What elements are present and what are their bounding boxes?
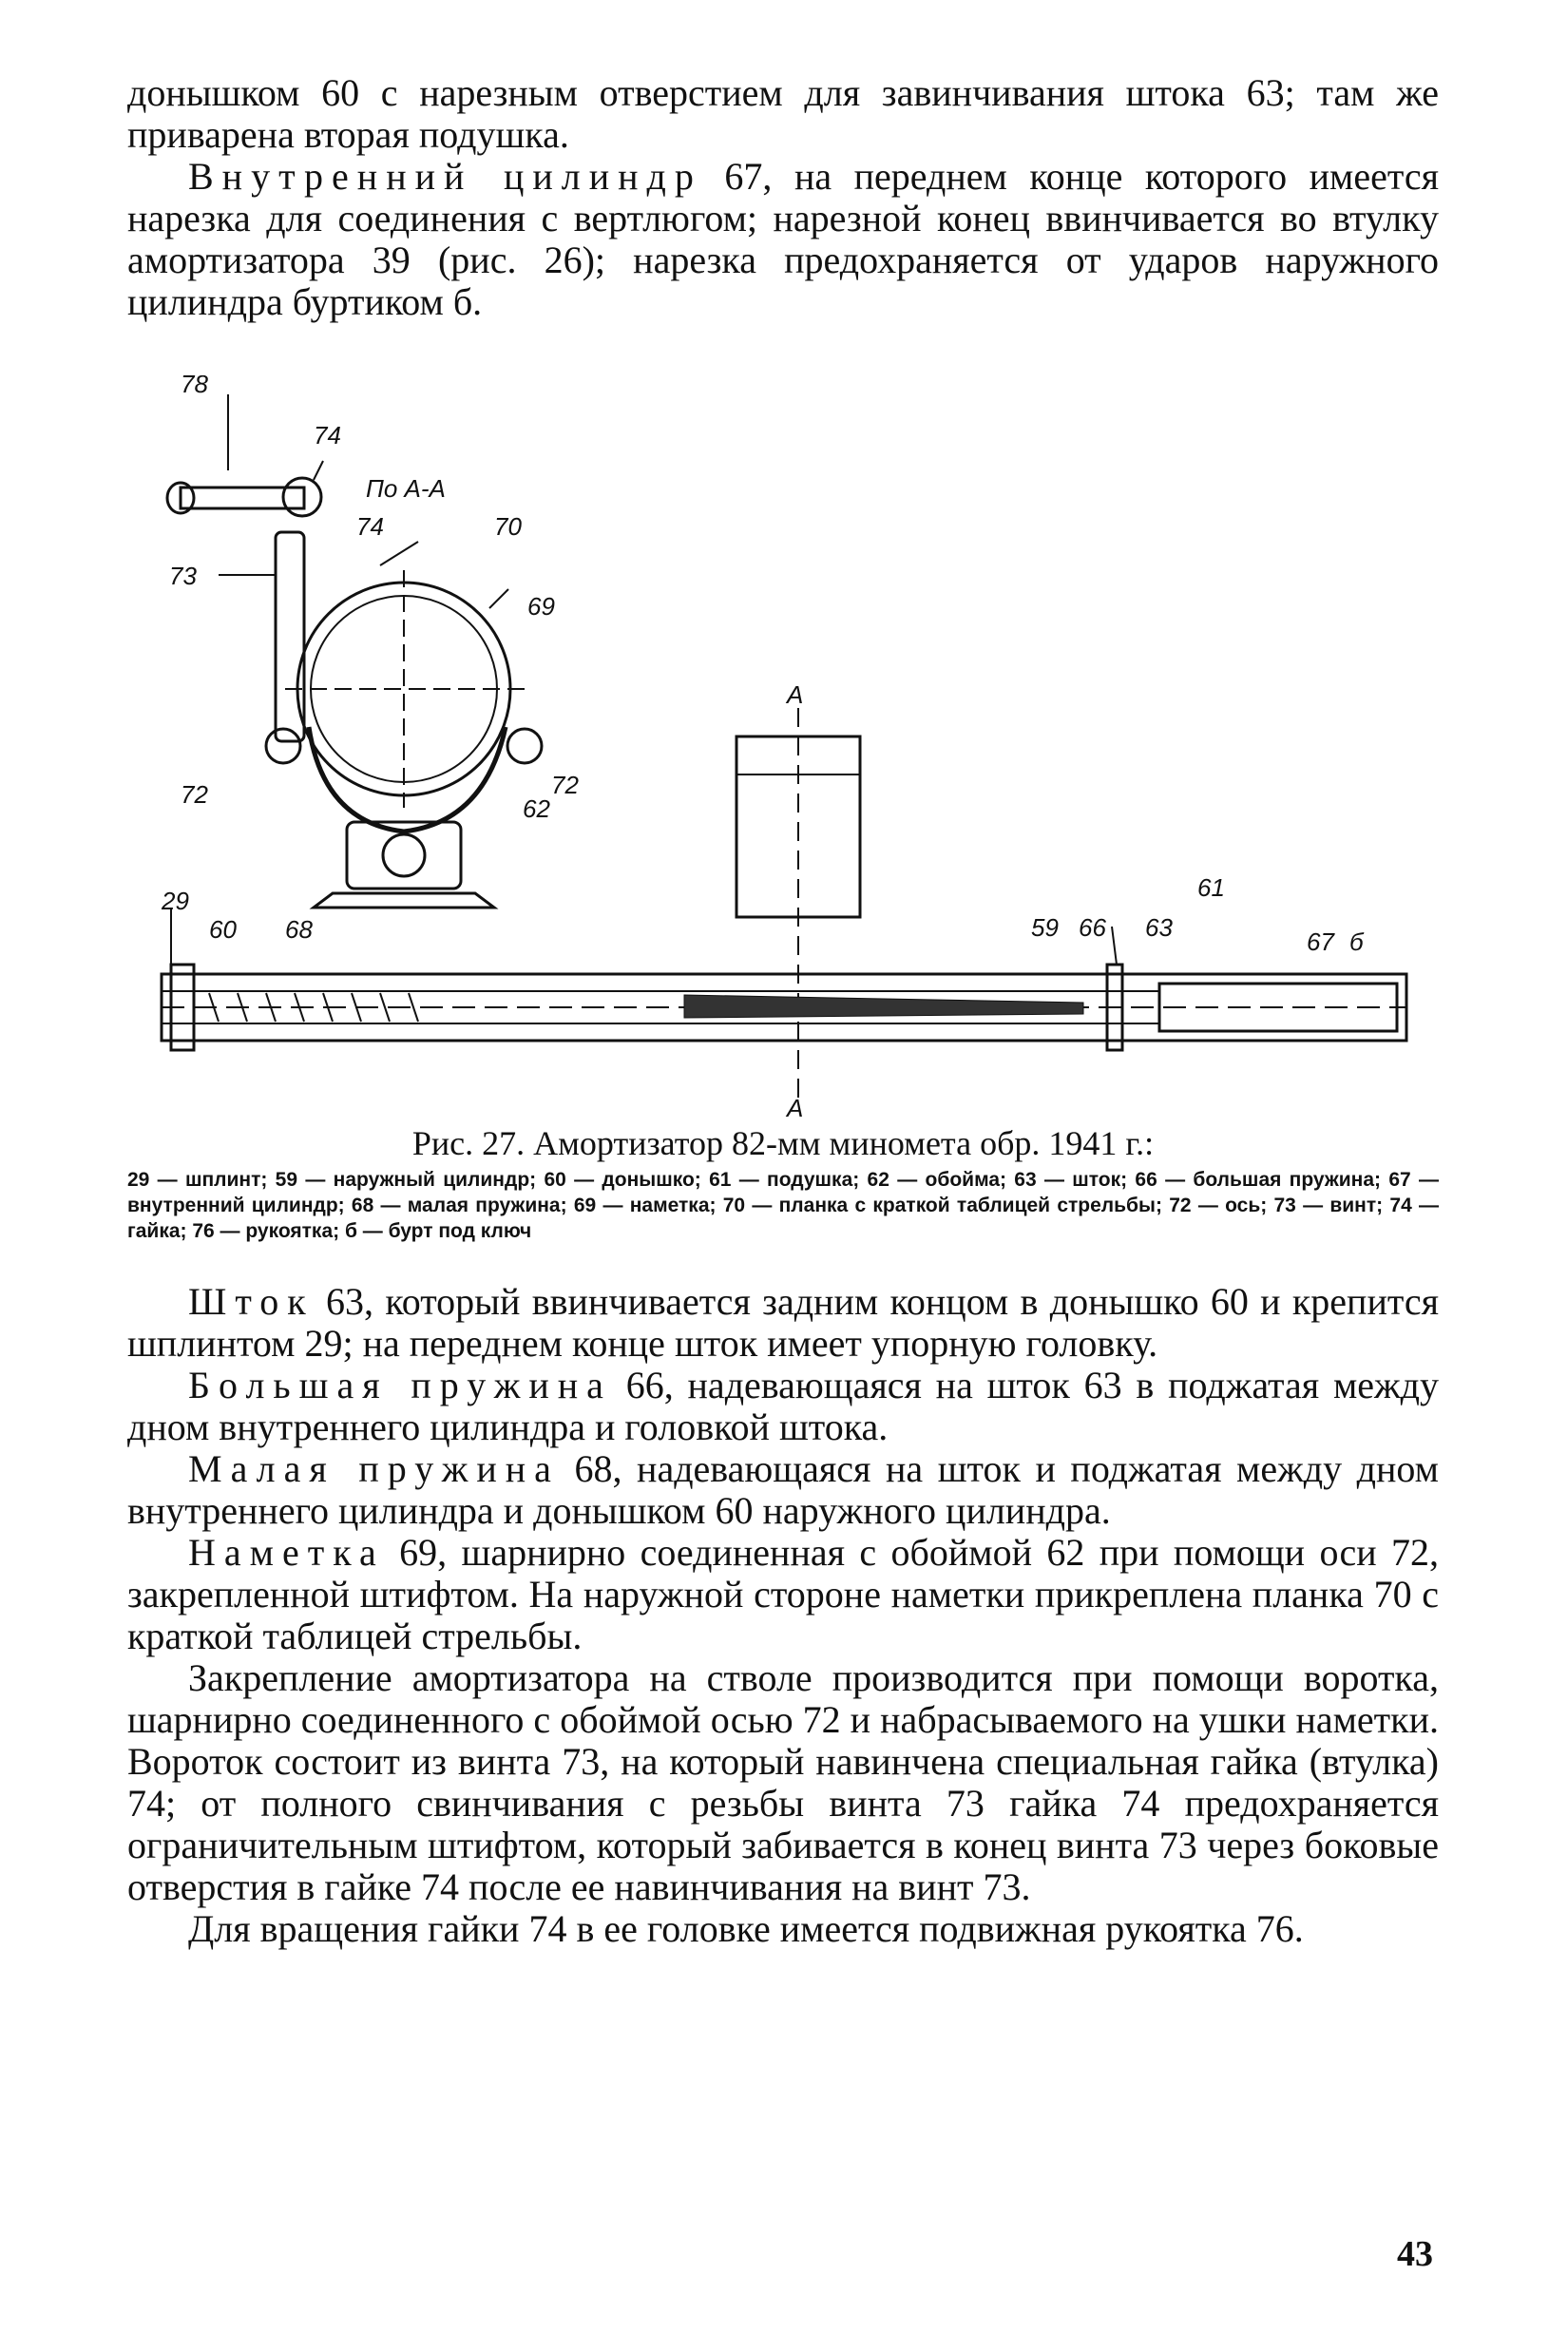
bottom-text	[127, 1281, 1439, 1950]
paragraph-text: 68, надевающаяся на шток и поджатая между дном внутреннего цилиндра и донышком 60 наружного цилиндра.	[127, 1447, 1439, 1532]
technical-drawing	[152, 375, 1454, 1126]
clamp-outer-ring	[297, 583, 510, 795]
paragraph-text: 69, шарнирно соединенная с обоймой 62 при помощи оси 72, закрепленной штифтом. На наружной стороне наметки прикреплена планка 70 с краткой таблицей стрельбы.	[127, 1531, 1439, 1657]
label-72b: 72	[551, 771, 579, 799]
nut-74	[283, 478, 321, 516]
paragraph-continuation: донышком 60 с нарезным отверстием для завинчивания штока 63; там же приварена вторая подушка.	[127, 71, 1439, 156]
label-63: 63	[1145, 913, 1173, 942]
figure-caption	[127, 1123, 1439, 1244]
label-61: 61	[1197, 873, 1225, 902]
paragraph-inner-cylinder	[127, 156, 1439, 323]
label-66: 66	[1079, 913, 1106, 942]
term-strap: Наметка	[188, 1531, 385, 1574]
label-68: 68	[285, 915, 313, 944]
caption-title: Рис. 27. Амортизатор 82-мм миномета обр. 1941 г.:	[411, 1124, 1155, 1162]
label-59: 59	[1031, 913, 1059, 942]
page-number: 43	[1397, 2234, 1433, 2274]
label-a-top: А	[787, 680, 804, 709]
paragraph-mounting: Закрепление амортизатора на стволе производится при помощи воротка, шарнирно соединенного с обоймой осью 72 и набрасываемого на ушки наметки. Вороток состоит из винта 73, на который навинчена специальная гайка (втулка) 74; от полного свинчивания с резьбы винта 73 гайка 74 предохраняется ограничительным штифтом, который забивается в конец винта 73 через боковые отверстия в гайке 74 после ее навинчивания на винт 73.	[127, 1656, 1439, 1908]
label-60: 60	[209, 915, 237, 944]
term-small-spring: Малая пружина	[188, 1447, 560, 1490]
label-section-aa: По А-А	[366, 474, 446, 503]
term-inner-cylinder: Внутренний цилиндр	[188, 155, 702, 198]
label-74b: 74	[356, 512, 384, 541]
label-72a: 72	[181, 780, 208, 809]
label-a-bottom: А	[787, 1094, 804, 1122]
figure-shock-absorber	[152, 375, 1454, 1145]
paragraph-text: 63, который ввинчивается задним концом в донышко 60 и крепится шплинтом 29; на переднем конце шток имеет упорную головку.	[127, 1280, 1439, 1365]
label-78: 78	[181, 375, 208, 398]
paragraph-text: 67, на переднем конце которого имеется нарезка для соединения с вертлюгом; нарезной конец ввинчивается во втулку амортизатора 39 (рис. 26); нарезка предохраняется от ударов наружного цилиндра буртиком б.	[127, 155, 1439, 323]
paragraph-handle: Для вращения гайки 74 в ее головке имеется подвижная рукоятка 76.	[188, 1907, 1304, 1950]
label-73: 73	[169, 562, 197, 590]
paragraph-big-spring	[127, 1365, 1439, 1448]
label-74: 74	[314, 421, 341, 449]
term-rod: Шток	[188, 1280, 315, 1323]
paragraph-text: 66, надевающаяся на шток 63 в поджатая между дном внутреннего цилиндра и головкой штока.	[127, 1364, 1439, 1448]
paragraph-small-spring	[127, 1448, 1439, 1532]
label-62: 62	[523, 794, 550, 823]
top-text	[127, 72, 1439, 323]
label-69: 69	[527, 592, 555, 621]
label-b: б	[1349, 927, 1364, 956]
caption-legend: 29 — шплинт; 59 — наружный цилиндр; 60 — донышко; 61 — подушка; 62 — обойма; 63 — шток; 66 — большая пружина; 67 — внутренний цилиндр; 68 — малая пружина; 69 — наметка; 70 — планка с краткой таблицей стрельбы; 72 — ось; 73 — винт; 74 — гайка; 76 — рукоятка; б — бурт под ключ	[127, 1169, 1439, 1242]
label-67: 67	[1307, 927, 1334, 956]
paragraph-rod	[127, 1281, 1439, 1365]
paragraph-strap	[127, 1532, 1439, 1657]
term-big-spring: Большая пружина	[188, 1364, 612, 1406]
label-29: 29	[162, 887, 189, 915]
label-70: 70	[494, 512, 522, 541]
